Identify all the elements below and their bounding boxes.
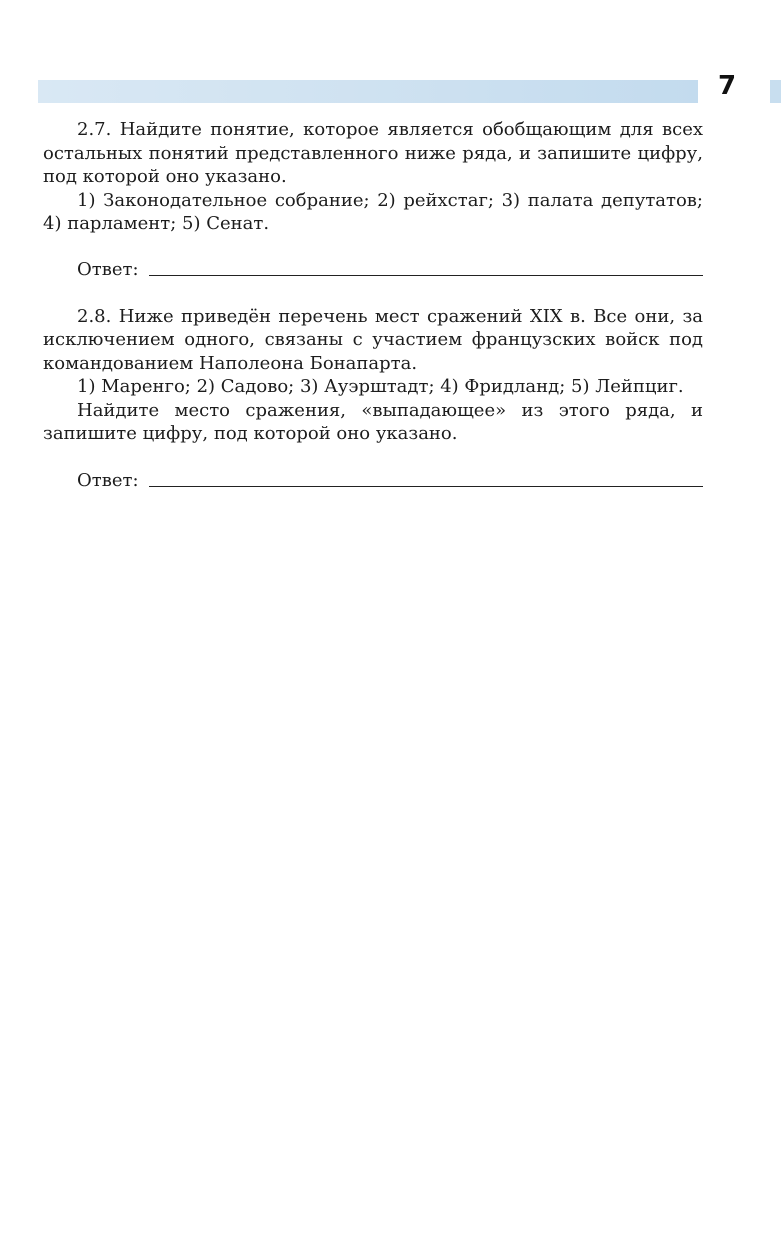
task-2-7-options: 1) Законодательное собрание; 2) рейхстаг; 3) палата депутатов; 4) парламент; 5) Сенат. (43, 189, 703, 234)
page-content (43, 118, 703, 492)
task-2-8-question: 2.8. Ниже приведён перечень мест сражений XIX в. Все они, за исключением одного, связаны с участием французских войск под командованием Наполеона Бонапарта. (43, 305, 703, 374)
page-number: 7 (717, 71, 737, 101)
task-2-7-answer-row (77, 258, 703, 281)
task-2-7-question: 2.7. Найдите понятие, которое является обобщающим для всех остальных понятий представленного ниже ряда, и запишите цифру, под которой оно указано. (43, 119, 703, 187)
task-2-8-options: 1) Маренго; 2) Садово; 3) Ауэрштадт; 4) Фридланд; 5) Лейпциг. (77, 376, 684, 397)
task-2-7-answer-field[interactable] (149, 259, 703, 276)
task-2-8-answer-field[interactable] (149, 470, 703, 487)
header-band (38, 80, 698, 103)
task-2-8-answer-row (77, 469, 703, 492)
task-2-8-instruction: Найдите место сражения, «выпадающее» из этого ряда, и запишите цифру, под которой оно указано. (43, 399, 703, 444)
task-2-7-answer-label: Ответ: (77, 258, 139, 280)
header-band-edge (770, 80, 781, 103)
task-2-8-answer-label: Ответ: (77, 469, 139, 491)
task-2-8 (43, 305, 703, 446)
task-2-7 (43, 118, 703, 236)
